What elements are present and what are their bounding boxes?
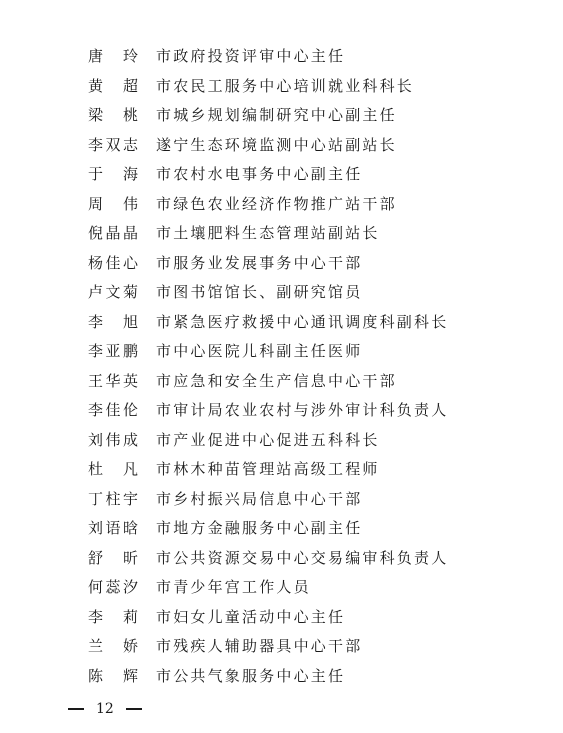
person-position: 市图书馆馆长、副研究馆员 <box>156 283 363 301</box>
list-item <box>0 249 563 279</box>
personnel-list <box>0 42 563 691</box>
person-position: 市绿色农业经济作物推广站干部 <box>156 194 397 213</box>
person-name: 倪晶晶 <box>88 224 138 242</box>
person-position: 市青少年宫工作人员 <box>156 578 311 596</box>
person-name: 黄 超 <box>88 76 138 95</box>
list-item <box>0 632 563 662</box>
list-item <box>0 455 563 485</box>
list-item <box>0 219 563 249</box>
person-position: 遂宁生态环境监测中心站副站长 <box>156 135 397 154</box>
person-position: 市妇女儿童活动中心主任 <box>156 607 346 626</box>
person-name: 李 莉 <box>88 607 138 626</box>
person-name: 刘语晗 <box>88 519 138 537</box>
person-name: 丁柱宇 <box>88 489 138 508</box>
list-item <box>0 514 563 544</box>
footer-dash-left <box>68 708 84 710</box>
person-position: 市紧急医疗救援中心通讯调度科副科长 <box>156 312 449 331</box>
person-name: 陈 辉 <box>88 666 138 685</box>
list-item <box>0 603 563 633</box>
person-name: 梁 桃 <box>88 106 138 124</box>
person-position: 市农村水电事务中心副主任 <box>156 165 363 183</box>
footer-dash-right <box>126 708 142 710</box>
person-name: 舒 昕 <box>88 548 138 567</box>
person-position: 市产业促进中心促进五科科长 <box>156 430 380 449</box>
list-item <box>0 42 563 72</box>
list-item <box>0 396 563 426</box>
person-name: 李 旭 <box>88 312 138 331</box>
person-position: 市乡村振兴局信息中心干部 <box>156 489 363 508</box>
person-position: 市中心医院儿科副主任医师 <box>156 342 363 360</box>
person-name: 杜 凡 <box>88 460 138 478</box>
person-position: 市应急和安全生产信息中心干部 <box>156 371 397 390</box>
list-item <box>0 190 563 220</box>
person-name: 刘伟成 <box>88 430 138 449</box>
person-position: 市林木种苗管理站高级工程师 <box>156 460 380 478</box>
person-name: 周 伟 <box>88 194 138 213</box>
list-item <box>0 72 563 102</box>
person-name: 何蕊汐 <box>88 578 138 596</box>
person-position: 市政府投资评审中心主任 <box>156 47 346 65</box>
list-item <box>0 573 563 603</box>
list-item <box>0 131 563 161</box>
list-item <box>0 278 563 308</box>
person-position: 市公共气象服务中心主任 <box>156 666 346 685</box>
list-item <box>0 662 563 692</box>
person-position: 市服务业发展事务中心干部 <box>156 253 363 272</box>
page-number: 12 <box>96 701 114 717</box>
person-name: 卢文菊 <box>88 283 138 301</box>
person-position: 市地方金融服务中心副主任 <box>156 519 363 537</box>
person-position: 市城乡规划编制研究中心副主任 <box>156 106 397 124</box>
person-name: 王华英 <box>88 371 138 390</box>
list-item <box>0 101 563 131</box>
person-position: 市土壤肥料生态管理站副站长 <box>156 224 380 242</box>
person-name: 李佳伦 <box>88 401 138 419</box>
person-name: 兰 娇 <box>88 637 138 655</box>
person-position: 市审计局农业农村与涉外审计科负责人 <box>156 401 449 419</box>
person-name: 李双志 <box>88 135 138 154</box>
person-name: 杨佳心 <box>88 253 138 272</box>
list-item <box>0 485 563 515</box>
list-item <box>0 426 563 456</box>
list-item <box>0 544 563 574</box>
page-footer <box>68 699 142 719</box>
person-name: 于 海 <box>88 165 138 183</box>
list-item <box>0 160 563 190</box>
person-name: 唐 玲 <box>88 47 138 65</box>
person-position: 市农民工服务中心培训就业科科长 <box>156 76 415 95</box>
list-item <box>0 367 563 397</box>
person-position: 市残疾人辅助器具中心干部 <box>156 637 363 655</box>
list-item <box>0 337 563 367</box>
person-position: 市公共资源交易中心交易编审科负责人 <box>156 548 449 567</box>
list-item <box>0 308 563 338</box>
person-name: 李亚鹏 <box>88 342 138 360</box>
